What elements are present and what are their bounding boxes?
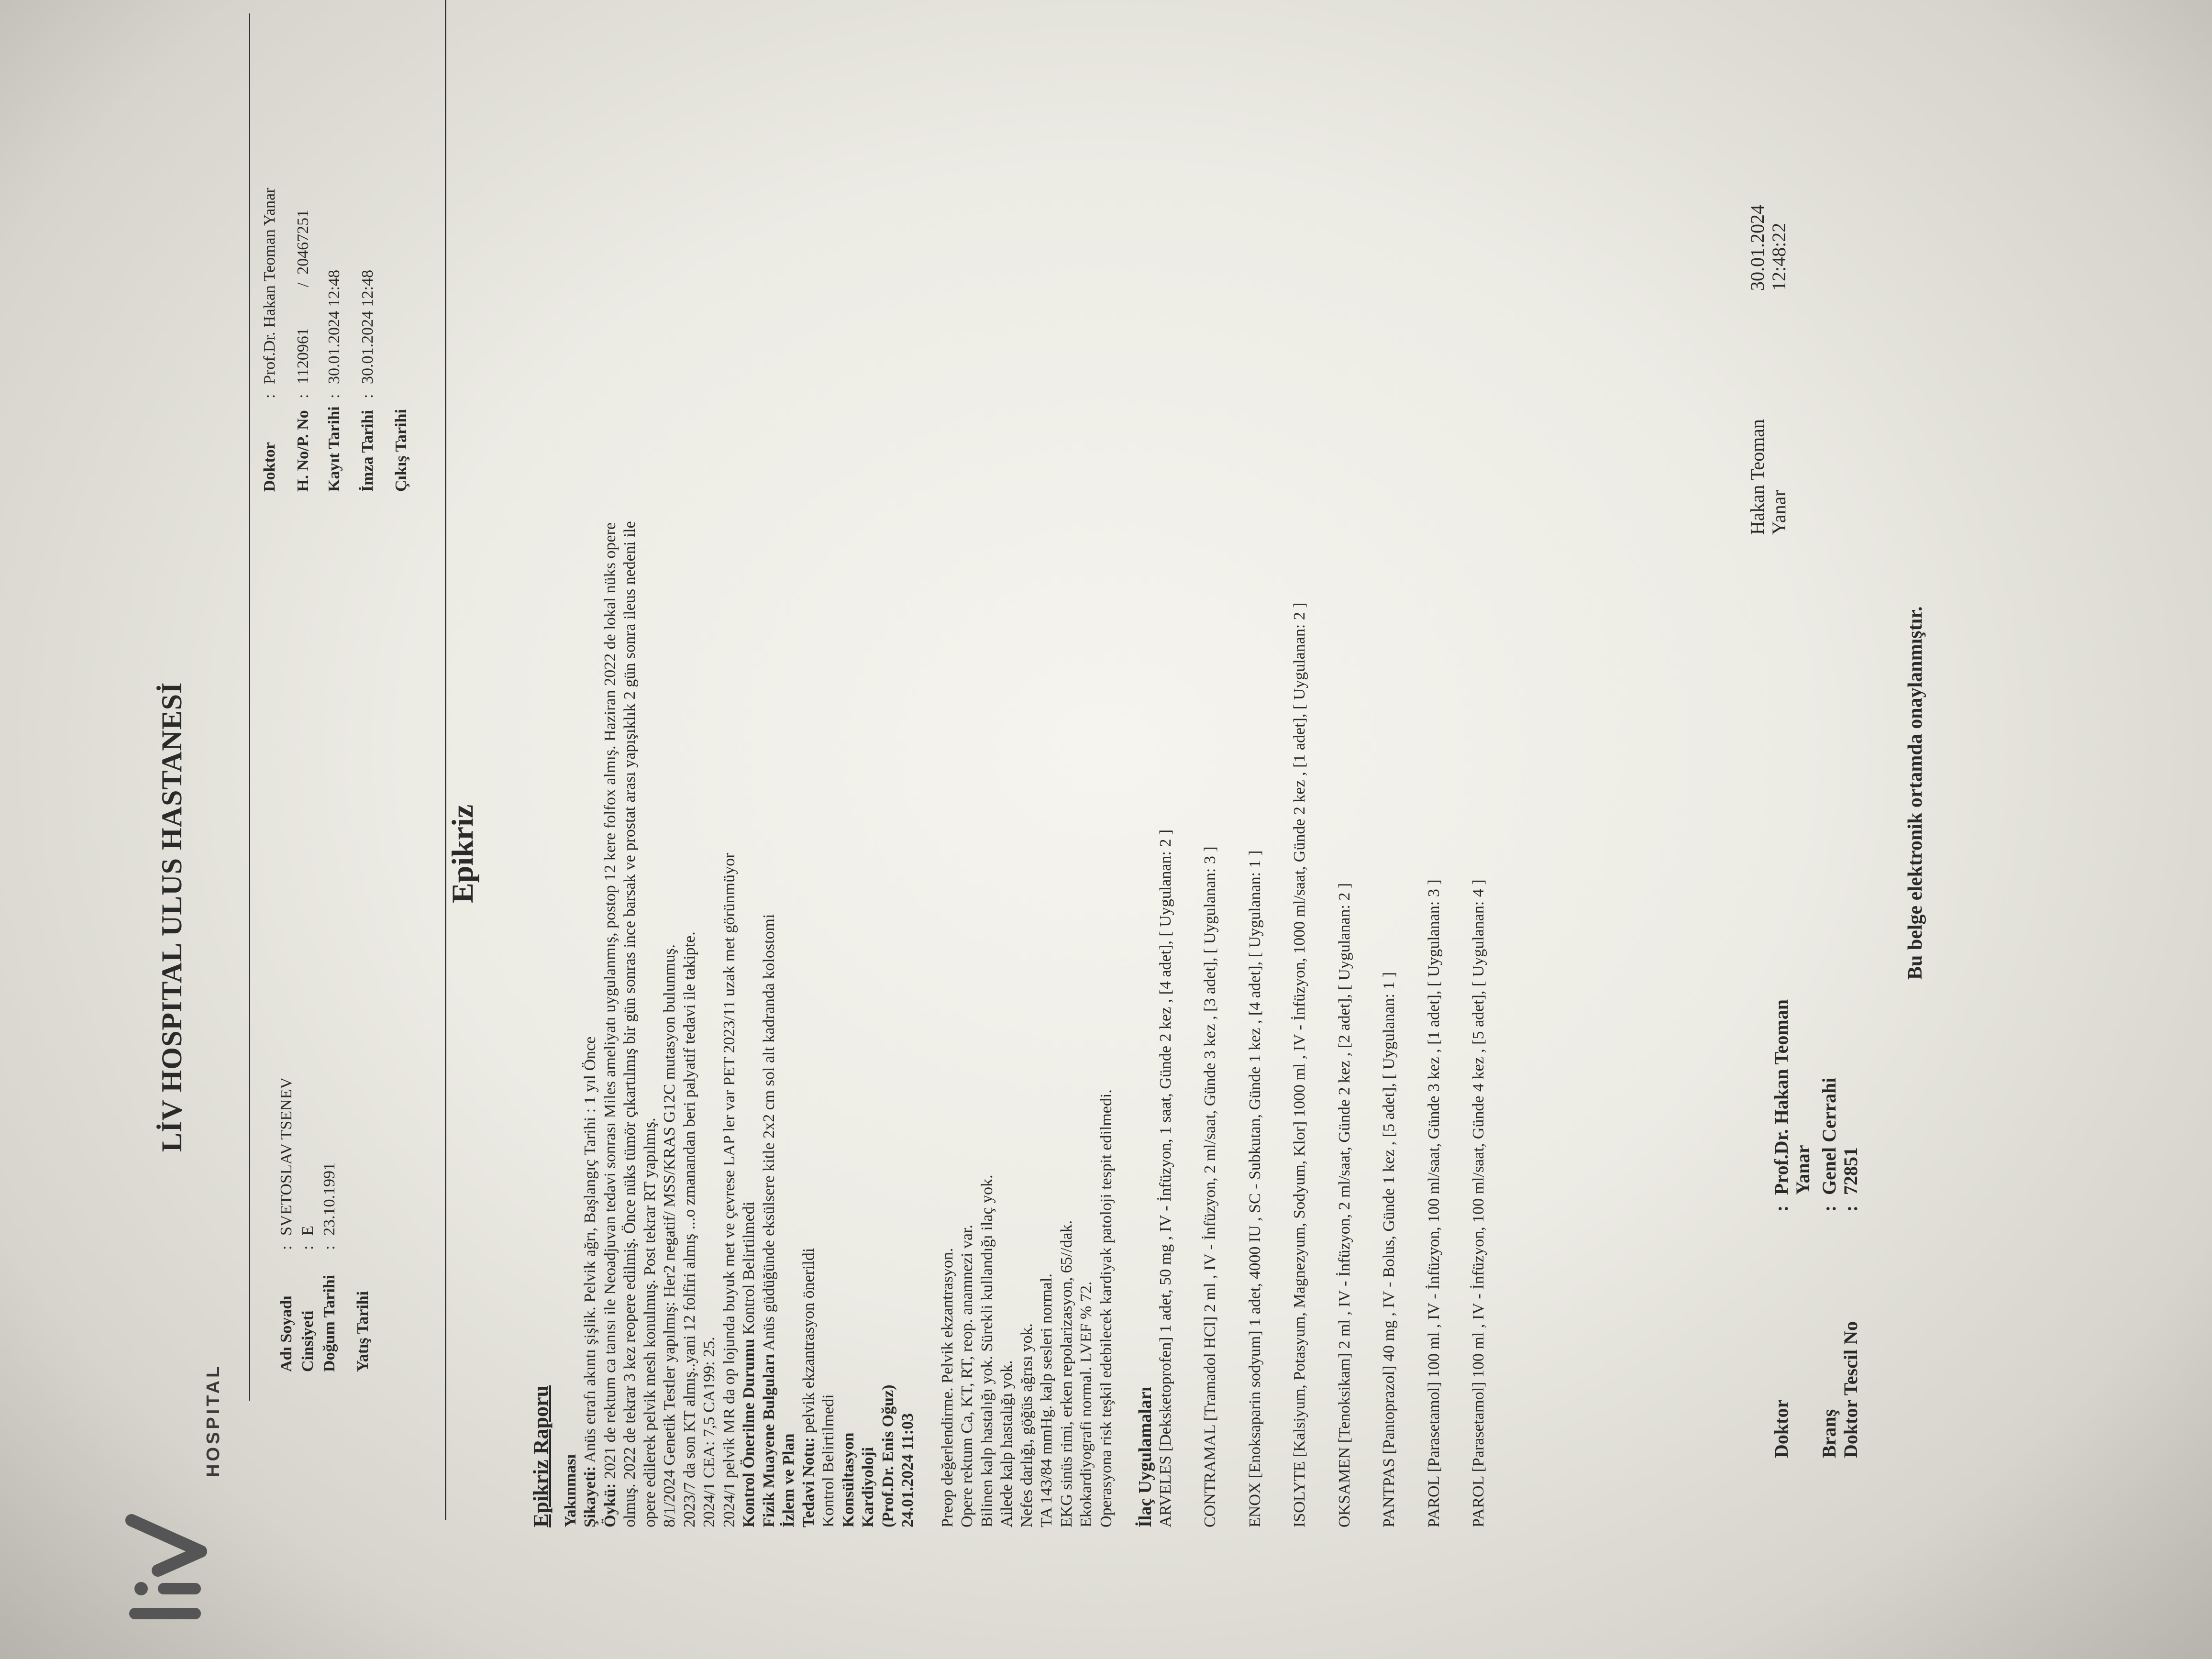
report-body	[531, 0, 1489, 1527]
consult-doctor: (Prof.Dr. Enis Oğuz)	[879, 1384, 897, 1527]
history-text: 2021 de rektum ca tanısı ile Neoadjuvan tedavi sonrası Miles ameliyatı uygulanmış, postop 12 kere folfox almış. Haziran 2022 de lokal nüks opere	[601, 522, 619, 1483]
field-value: Prof.Dr. Hakan Teoman Yanar	[261, 188, 278, 384]
sig-reg-no: 72851	[1840, 1147, 1861, 1195]
sig-doctor-name-2: Yanar	[1792, 1145, 1814, 1195]
drug-line: PANTPAS [Pantoprazol] 40 mg , IV - Bolus, Günde 1 kez , [5 adet], [ Uygulanan: 1 ]	[1380, 972, 1398, 1527]
sig-reg-label: Doktor Tescil No	[1840, 1321, 1861, 1458]
consult-date: 24.01.2024 11:03	[899, 1413, 917, 1527]
drug-line: OKSAMEN [Tenoksikam] 2 ml , IV - İnfüzyon, 2 ml/saat, Günde 2 kez , [2 adet], [ Uygulanan: 2 ]	[1335, 883, 1353, 1527]
sig-branch-label: Branş	[1818, 1409, 1840, 1458]
sig-signer-name-2: Yanar	[1768, 490, 1790, 535]
consult-line: Opere rektum Ca, KT, RT, reop. anamnezi var.	[958, 1224, 976, 1527]
history-label: Öykü:	[601, 1483, 619, 1527]
history-line: 2024/1 CEA: 7,5 CA199: 25.	[700, 1337, 718, 1527]
consult-line: Ailede kalp hastalığı yok.	[998, 1360, 1016, 1527]
consult-line: EKG sinüs rimi, erken repolarizasyon, 65//dak.	[1057, 1220, 1075, 1527]
consult-line: Preop değerlendirme. Pelvik ekzantrasyon.	[938, 1248, 956, 1527]
field-label: H. No/P. No	[294, 410, 312, 492]
document-title: Epikriz	[445, 804, 479, 903]
field-label: Adı Soyadı	[277, 1295, 295, 1372]
drug-line: ENOX [Enoksaparin sodyum] 1 adet, 4000 IU , SC - Subkutan, Günde 1 kez , [4 adet], [ Uygulanan: 1 ]	[1246, 850, 1264, 1527]
sig-doctor-label: Doktor	[1770, 1399, 1792, 1458]
electronic-approval-note: Bu belge elektronik ortamda onaylanmıştır.	[1904, 606, 1926, 980]
field-value: 23.10.1991	[321, 1162, 338, 1236]
field-colon: :	[294, 394, 312, 398]
history-line: 8/1/2024 Genetik Testler yapılmış: Her2 negatif/ MSS/KRAS G12C mutasyon bulunmuş.	[661, 944, 678, 1527]
complaint-text: Anüs etrafı akıntı şişlik. Pelvik ağrı, Başlangıç Tarihi : 1 yıl Önce	[581, 1036, 599, 1466]
field-label: Çıkış Tarihi	[392, 409, 410, 492]
drugs-heading: İlaç Uygulamaları	[1135, 1386, 1155, 1527]
drug-line: PAROL [Parasetamol] 100 ml , IV - İnfüzyon, 100 ml/saat, Günde 3 kez , [1 adet], [ Uygulanan: 3 ]	[1425, 879, 1443, 1527]
history-line: 2024/1 pelvik MR da op lojunda buyuk met ve çevrese LAP ler var PET 2023/11 uzak met görünmüyor	[720, 852, 738, 1527]
drug-line: PAROL [Parasetamol] 100 ml , IV - İnfüzyon, 100 ml/saat, Günde 4 kez , [5 adet], [ Uygulanan: 4 ]	[1470, 879, 1487, 1527]
history-line: 2023/7 da son KT almış..yani 12 folfiri almış ...o zmanandan beri palyatif tedavi ile takipte.	[680, 931, 698, 1527]
sig-branch: Genel Cerrahi	[1818, 1077, 1840, 1195]
field-label: Doğum Tarihi	[321, 1274, 338, 1372]
hospital-name: LİV HOSPITAL ULUS HASTANESİ	[156, 682, 188, 1152]
spacer	[918, 0, 938, 1527]
exam-line	[759, 0, 779, 1527]
consult-heading: Konsültasyon	[839, 1432, 857, 1527]
report-heading: Epikriz Raporu	[529, 1385, 553, 1527]
field-colon: :	[359, 394, 376, 398]
sig-date: 30.01.2024	[1747, 205, 1768, 291]
field-label: Doktor	[261, 442, 278, 492]
section-divider	[445, 0, 446, 1520]
treatment-label: Tedavi Notu:	[799, 1437, 818, 1527]
control-label: Kontrol Önerilme Durumu	[740, 1338, 758, 1527]
sig-signer-name: Hakan Teoman	[1747, 419, 1768, 535]
field-label: Kayıt Tarihi	[325, 406, 343, 492]
control-note: Kontrol Belirtilmedi	[819, 1394, 837, 1527]
history-line	[600, 0, 620, 1527]
consult-department: Kardiyoloji	[859, 1447, 877, 1527]
sig-time: 12:48:22	[1768, 222, 1790, 291]
consult-line: Nefes darlığı, göğüs ağrısı yok.	[1018, 1323, 1036, 1527]
consult-line: Ekokardiyografi normal. LVEF % 72.	[1077, 1281, 1095, 1527]
field-value: 30.01.2024 12:48	[325, 270, 343, 384]
control-text: Kontrol Belirtilmedi	[740, 1201, 758, 1339]
logo-hospital-text: HOSPITAL	[203, 1363, 223, 1477]
field-colon: :	[325, 394, 343, 398]
sig-doctor-name: Prof.Dr. Hakan Teoman	[1770, 999, 1792, 1195]
section-complaint: Yakınması	[561, 1454, 579, 1527]
sig-colon: :	[1840, 1205, 1861, 1212]
field-label: Cinsiyeti	[299, 1310, 317, 1372]
consult-line: TA 143/84 mmHg. kalp sesleri normal.	[1038, 1273, 1055, 1527]
history-line: olmuş. 2022 de tekrar 3 kez reopere edilmiş. Önce nüks tümör çıkartılmış bir gün sonras ince barsak ve prostat arası yapışıklık 2 gün sonra ileus nedeni ile	[621, 521, 639, 1527]
spacer	[1116, 0, 1136, 1527]
followup-heading: İzlem ve Plan	[780, 1433, 797, 1527]
field-value: SVETOSLAV TSENEV	[277, 1077, 295, 1236]
treatment-text: pelvik ekzantrasyon önerildi	[799, 1248, 818, 1438]
control-line	[739, 0, 759, 1527]
consult-line: Bilinen kalp hastalığı yok. Sürekli kullandığı ilaç yok.	[978, 1174, 996, 1527]
field-label: Yatış Tarihi	[354, 1291, 372, 1372]
drug-line: ISOLYTE [Kalsiyum, Potasyum, Magnezyum, Sodyum, Klor] 1000 ml , IV - İnfüzyon, 1000 ml/saat, Günde 2 kez , [1 adet], [ Uygulanan: 2 ]	[1291, 602, 1308, 1527]
exam-label: Fizik Muayene Bulguları	[760, 1354, 778, 1527]
sig-colon: :	[1770, 1205, 1792, 1212]
complaint-label: Şikayeti:	[581, 1466, 599, 1527]
field-colon: :	[321, 1245, 338, 1250]
liv-logo-icon	[120, 1513, 225, 1623]
field-label: İmza Tarihi	[359, 410, 376, 492]
sig-colon: :	[1818, 1205, 1840, 1212]
consult-line: Operasyona risk teşkil edebilecek kardiyak patoloji tespit edilmedi.	[1097, 1089, 1115, 1527]
complaint-line	[580, 0, 600, 1527]
history-line: opere edilerek pelvik mesh konulmuş. Post tekrar RT yapılmış.	[641, 1117, 659, 1527]
field-value: E	[299, 1226, 317, 1236]
field-value: 1120961 / 20467251	[294, 209, 312, 384]
drug-line: CONTRAMAL [Tramadol HCl] 2 ml , IV - İnfüzyon, 2 ml/saat, Günde 3 kez , [3 adet], [ Uygulanan: 3 ]	[1201, 846, 1219, 1527]
field-colon: :	[261, 394, 278, 398]
exam-text: Anüs güdüğünde eksülsere kitle 2x2 cm sol alt kadranda kolostomi	[760, 914, 778, 1354]
field-value: 30.01.2024 12:48	[359, 270, 376, 384]
field-colon: :	[299, 1245, 317, 1250]
header-divider	[249, 13, 250, 1401]
drug-line: ARVELES [Deksketoprofen] 1 adet, 50 mg , IV - İnfüzyon, 1 saat, Günde 2 kez , [4 adet], [ Uygulanan: 2 ]	[1156, 829, 1174, 1527]
field-colon: :	[277, 1245, 295, 1250]
treatment-line	[799, 0, 819, 1527]
